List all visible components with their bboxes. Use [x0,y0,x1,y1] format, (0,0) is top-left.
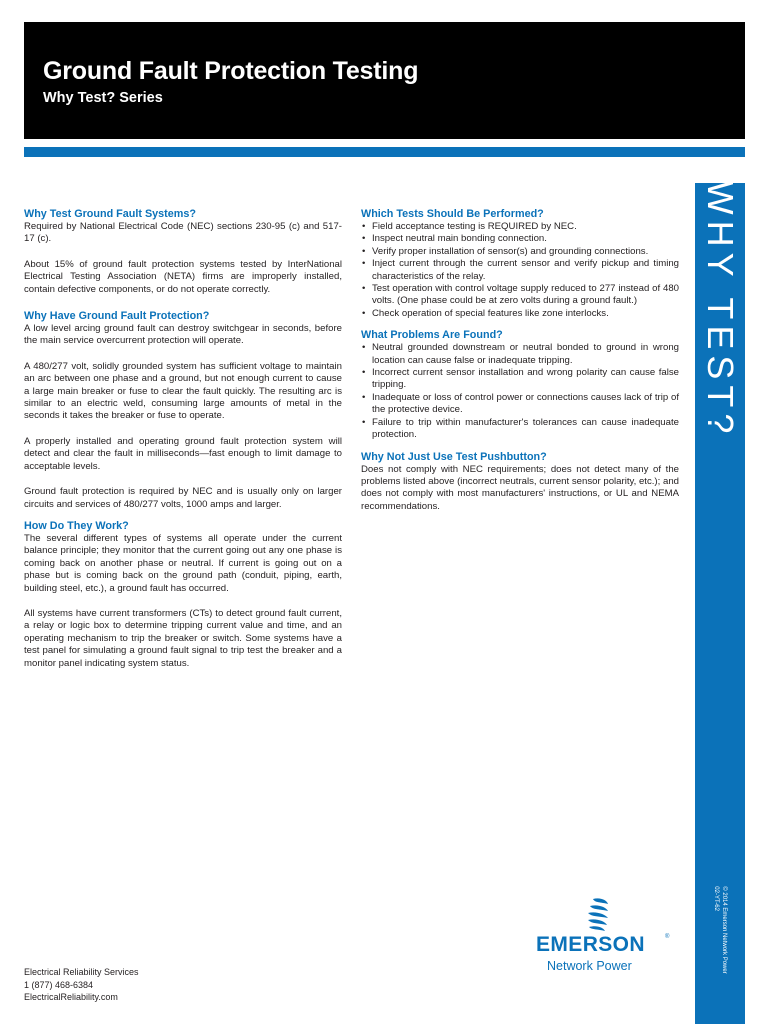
paragraph: A properly installed and operating ground fault protection system will detect and clear the fault in milliseconds—fast enough to limit damage to acceptable levels. [24,435,342,472]
copyright-text: © 2014 Emerson Network Power [721,886,727,974]
section-heading-why-test: Why Test Ground Fault Systems? [24,208,196,220]
website-link[interactable]: ElectricalReliability.com [24,992,118,1003]
header-accent-rule [24,147,745,157]
footer-contact [24,966,139,1004]
list-item: • Incorrect current sensor installation and wrong polarity can cause false tripping. [361,367,679,392]
list-item: • Check operation of special features like zone interlocks. [361,308,679,320]
registered-mark: ® [665,934,670,940]
right-column [361,207,679,526]
problems-list [361,342,679,441]
list-item: • Inject current through the current sensor and verify pickup and timing characteristics of the relay. [361,258,679,283]
section-heading-test-pushbutton: Why Not Just Use Test Pushbutton? [361,450,547,463]
section-heading-how-they-work: How Do They Work? [24,519,129,532]
paragraph: The several different types of systems all operate under the current balance principle; they monitor that the current going out any one phase is coming back on another phase or neutral. If current is going out on a phase but is coming back on the ground path (conduit, piping, earth, building steel, etc.), a ground fault has occurred. [24,532,342,594]
network-power-tagline: Network Power [547,959,632,973]
paragraph: All systems have current transformers (CTs) to detect ground fault current, a relay or logic box to determine tripping current value and time, and an operating mechanism to trip the breaker or switch. Some systems have a test panel for simulating a ground fault signal to trip test the breaker and a monitor panel indicating system status. [24,607,342,669]
paragraph: A 480/277 volt, solidly grounded system has sufficient voltage to maintain an arc between one phase and a ground, but not enough current to cause a large main breaker or fuse to clear the fault quickly. The resulting arc is similar to an electric weld, consuming large amounts of metal in the seconds it takes the breaker or fuse to operate. [24,360,342,422]
organization-name: Electrical Reliability Services [24,967,139,977]
list-item: • Failure to trip within manufacturer's tolerances can cause inadequate protection. [361,417,679,442]
section-heading-which-tests: Which Tests Should Be Performed? [361,208,544,220]
section-heading-why-protection: Why Have Ground Fault Protection? [24,310,210,323]
paragraph: Required by National Electrical Code (NEC) sections 230-95 (c) and 517-17 (c). [24,221,342,245]
paragraph: About 15% of ground fault protection systems tested by InterNational Electrical Testing Association (NETA) firms are improperly installed, contain defective components, or do not operate correctly. [24,258,342,295]
left-column [24,207,342,683]
section-heading-problems-found: What Problems Are Found? [361,329,503,342]
paragraph: A low level arcing ground fault can destroy switchgear in seconds, before the main service overcurrent protection will operate. [24,323,342,347]
side-title: WHY TEST? [700,180,741,440]
page-subtitle: Why Test? Series [43,90,163,106]
page-title: Ground Fault Protection Testing [43,57,419,85]
list-item: • Inspect neutral main bonding connection. [361,233,679,245]
list-item: • Test operation with control voltage supply reduced to 277 instead of 480 volts. (One phase could be at zero volts during a ground fault.) [361,283,679,308]
phone-number: 1 (877) 468-6384 [24,979,94,990]
list-item: • Verify proper installation of sensor(s) and grounding connections. [361,246,679,258]
emerson-wordmark: EMERSON [536,933,645,956]
paragraph: Ground fault protection is required by NEC and is usually only on larger circuits and services of 480/277 volts, 1000 amps and larger. [24,486,342,510]
side-copyright [712,886,728,973]
paragraph: Does not comply with NEC requirements; does not detect many of the problems listed above (incorrect neutrals, current sensor polarity, etc.); and does not comply with most manufacturers' instructions, or UL and NEMA recommendations. [361,463,679,512]
list-item: • Neutral grounded downstream or neutral bonded to ground in wrong location can cause false or inadequate tripping. [361,342,679,367]
emerson-logo-icon [584,896,612,936]
tests-list [361,221,679,320]
document-code: 02-YT-62 [713,886,719,911]
list-item: • Field acceptance testing is REQUIRED by NEC. [361,221,679,233]
list-item: • Inadequate or loss of control power or connections causes lack of trip of the protective device. [361,392,679,417]
